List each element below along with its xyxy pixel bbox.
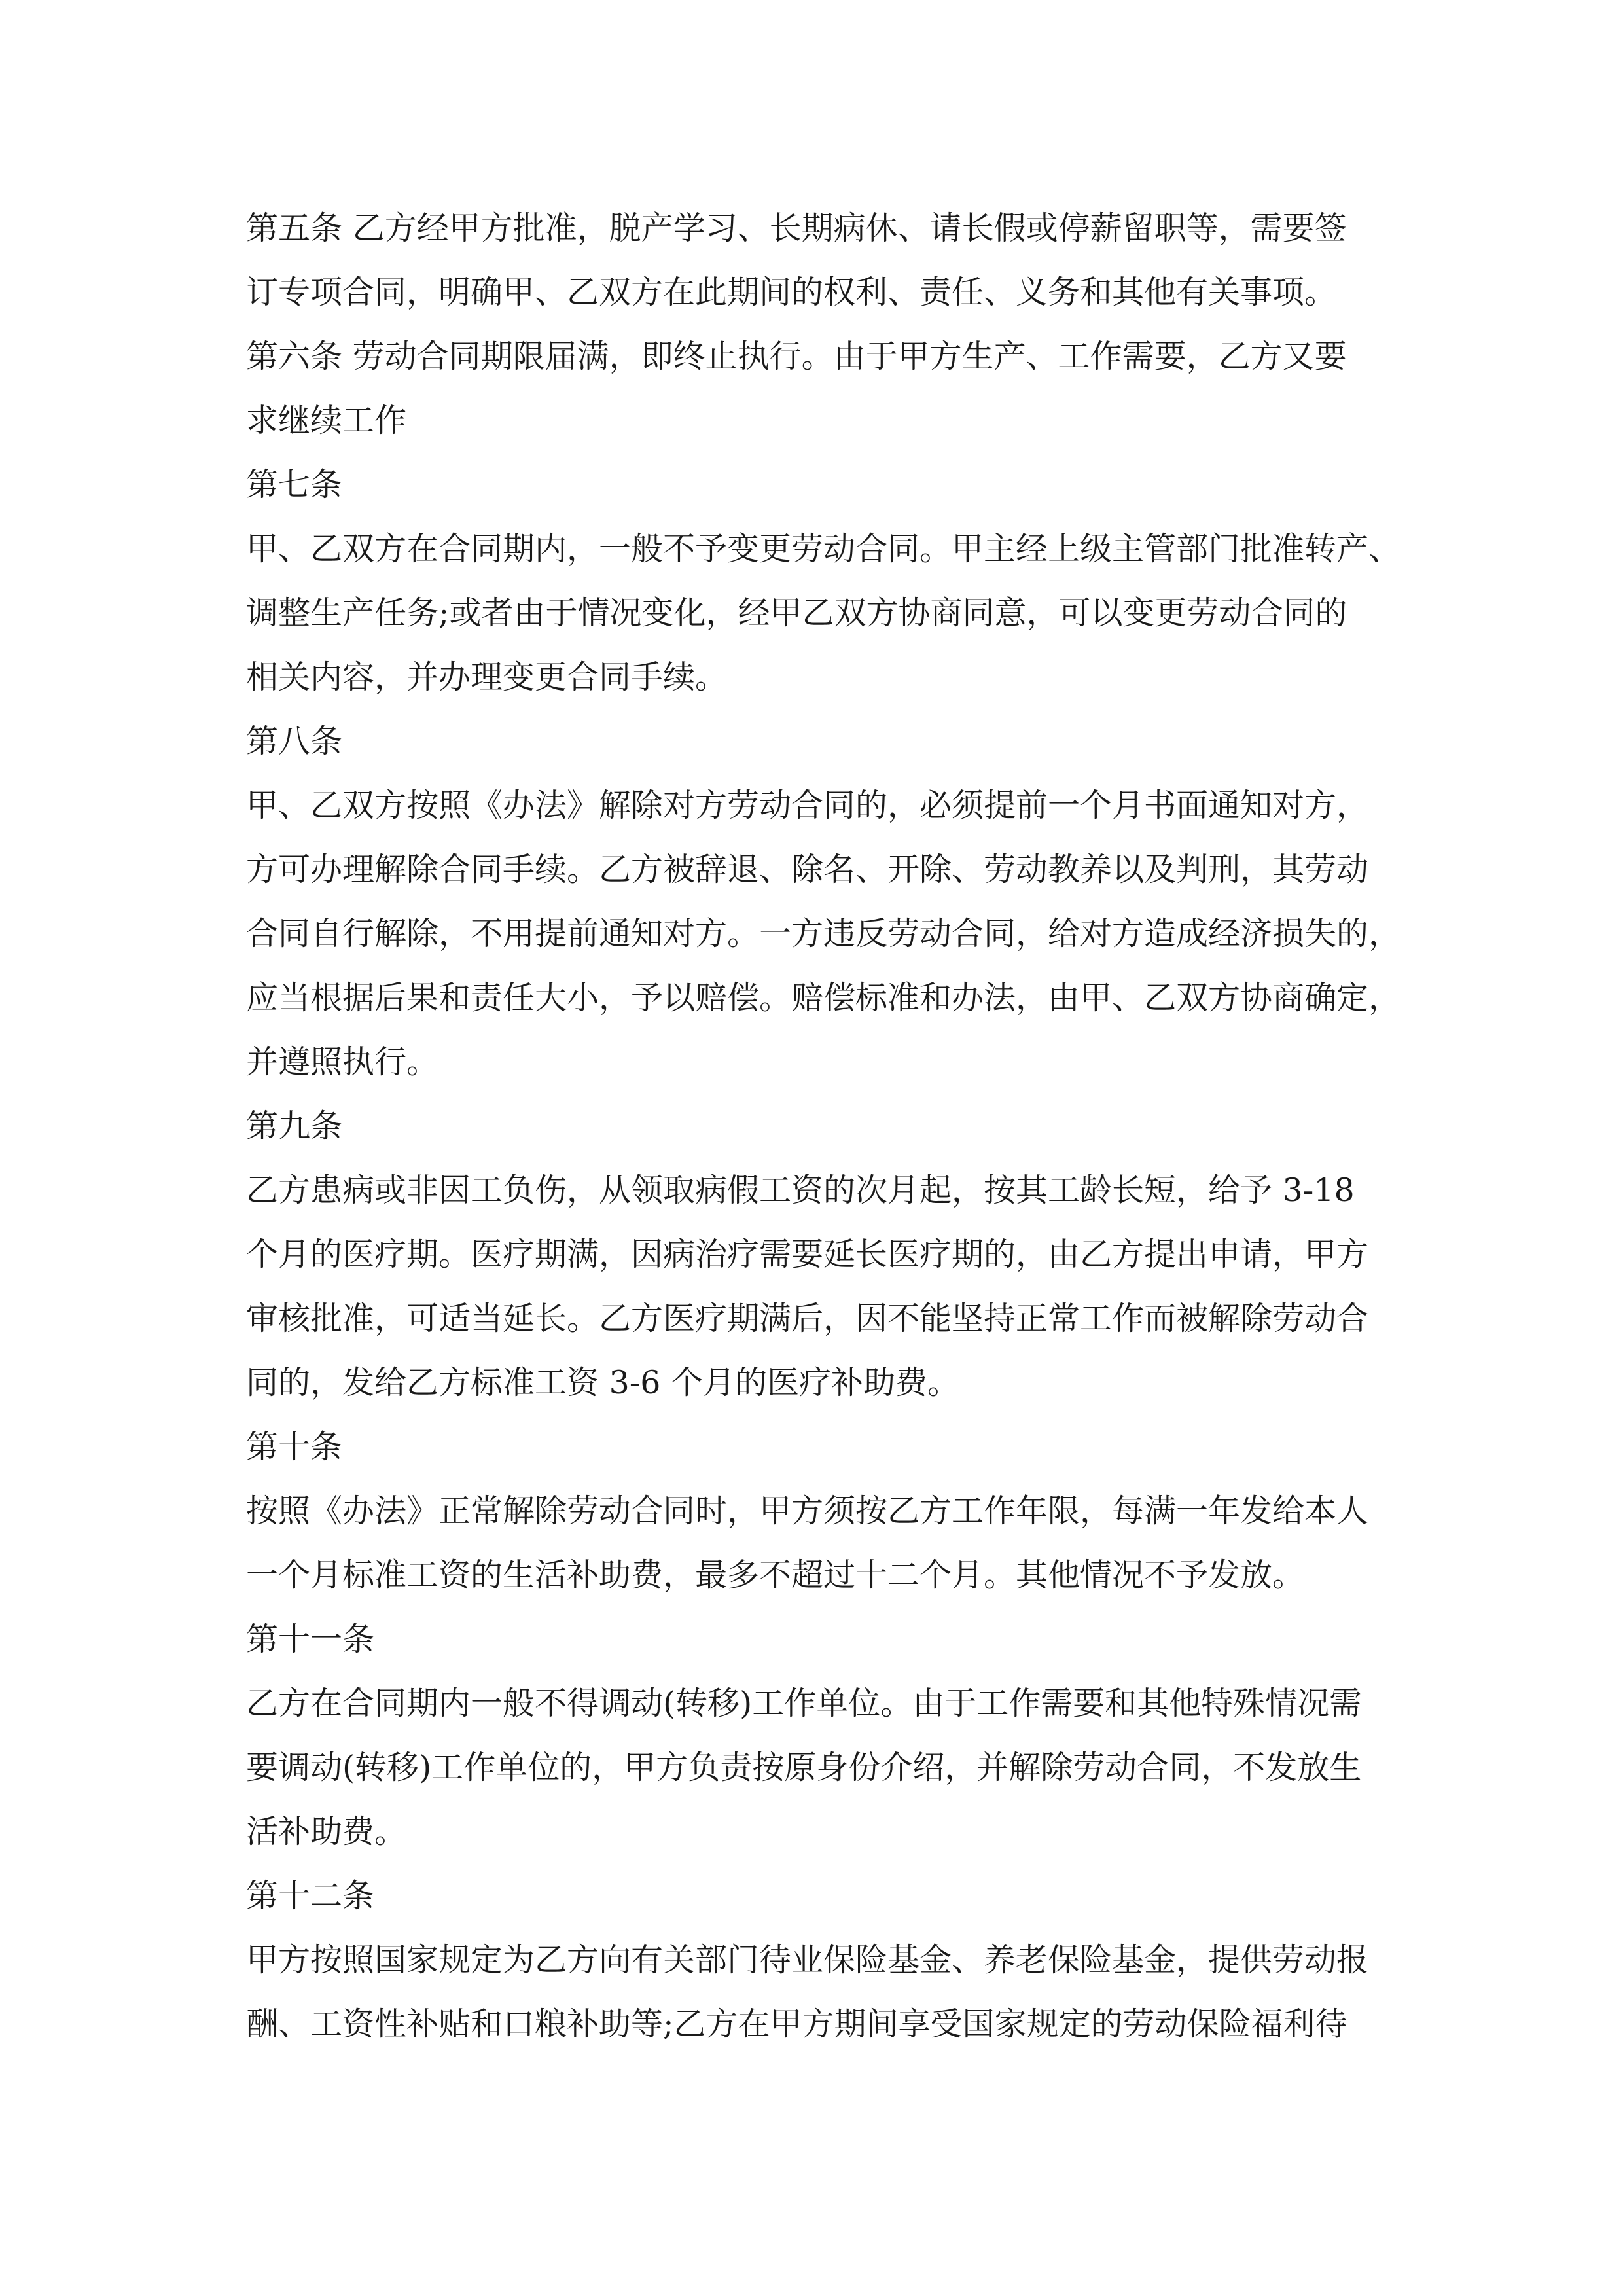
article-heading-12: 第十二条: [246, 1877, 375, 1914]
text-line-2: 订专项合同，明确甲、乙双方在此期间的权利、责任、义务和其他有关事项。: [246, 274, 1337, 311]
text-line-14: 并遵照执行。: [246, 1043, 439, 1081]
text-line-17: 个月的医疗期。医疗期满，因病治疗需要延长医疗期的，由乙方提出申请，甲方: [246, 1236, 1369, 1273]
text-line-3: 第六条 劳动合同期限届满，即终止执行。由于甲方生产、工作需要，乙方又要: [246, 338, 1347, 375]
text-line-24: 乙方在合同期内一般不得调动(转移)工作单位。由于工作需要和其他特殊情况需: [246, 1685, 1362, 1722]
article-heading-8: 第八条: [246, 723, 343, 760]
article-heading-10: 第十条: [246, 1428, 343, 1465]
text-line-25: 要调动(转移)工作单位的，甲方负责按原身份介绍，并解除劳动合同，不发放生: [246, 1749, 1362, 1786]
article-heading-11: 第十一条: [246, 1621, 375, 1658]
text-line-8: 相关内容，并办理变更合同手续。: [246, 658, 728, 696]
text-line-4: 求继续工作: [246, 402, 407, 439]
document-body: [246, 196, 1401, 2056]
text-line-21: 按照《办法》正常解除劳动合同时，甲方须按乙方工作年限，每满一年发给本人: [246, 1492, 1369, 1530]
text-line-26: 活补助费。: [246, 1813, 407, 1850]
text-line-12: 合同自行解除，不用提前通知对方。一方违反劳动合同，给对方造成经济损失的，: [246, 915, 1401, 952]
text-line-18: 审核批准，可适当延长。乙方医疗期满后，因不能坚持正常工作而被解除劳动合: [246, 1300, 1369, 1337]
text-line-1: 第五条 乙方经甲方批准，脱产学习、长期病休、请长假或停薪留职等，需要签: [246, 209, 1347, 247]
text-line-11: 方可办理解除合同手续。乙方被辞退、除名、开除、劳动教养以及判刑，其劳动: [246, 851, 1369, 888]
text-line-19: 同的，发给乙方标准工资 3-6 个月的医疗补助费。: [246, 1364, 960, 1401]
text-line-10: 甲、乙双方按照《办法》解除对方劳动合同的，必须提前一个月书面通知对方，: [246, 787, 1369, 824]
text-line-22: 一个月标准工资的生活补助费，最多不超过十二个月。其他情况不予发放。: [246, 1556, 1305, 1594]
article-heading-7: 第七条: [246, 466, 343, 503]
text-line-28: 甲方按照国家规定为乙方向有关部门待业保险基金、养老保险基金，提供劳动报: [246, 1941, 1369, 1979]
text-line-7: 调整生产任务;或者由于情况变化，经甲乙双方协商同意，可以变更劳动合同的: [246, 594, 1347, 632]
text-line-13: 应当根据后果和责任大小，予以赔偿。赔偿标准和办法，由甲、乙双方协商确定，: [246, 979, 1401, 1016]
article-heading-9: 第九条: [246, 1107, 343, 1145]
text-line-6: 甲、乙双方在合同期内，一般不予变更劳动合同。甲主经上级主管部门批准转产、: [246, 530, 1401, 567]
text-line-29: 酬、工资性补贴和口粮补助等;乙方在甲方期间享受国家规定的劳动保险福利待: [246, 2005, 1347, 2043]
text-line-16: 乙方患病或非因工负伤，从领取病假工资的次月起，按其工龄长短，给予 3-18: [246, 1172, 1355, 1209]
